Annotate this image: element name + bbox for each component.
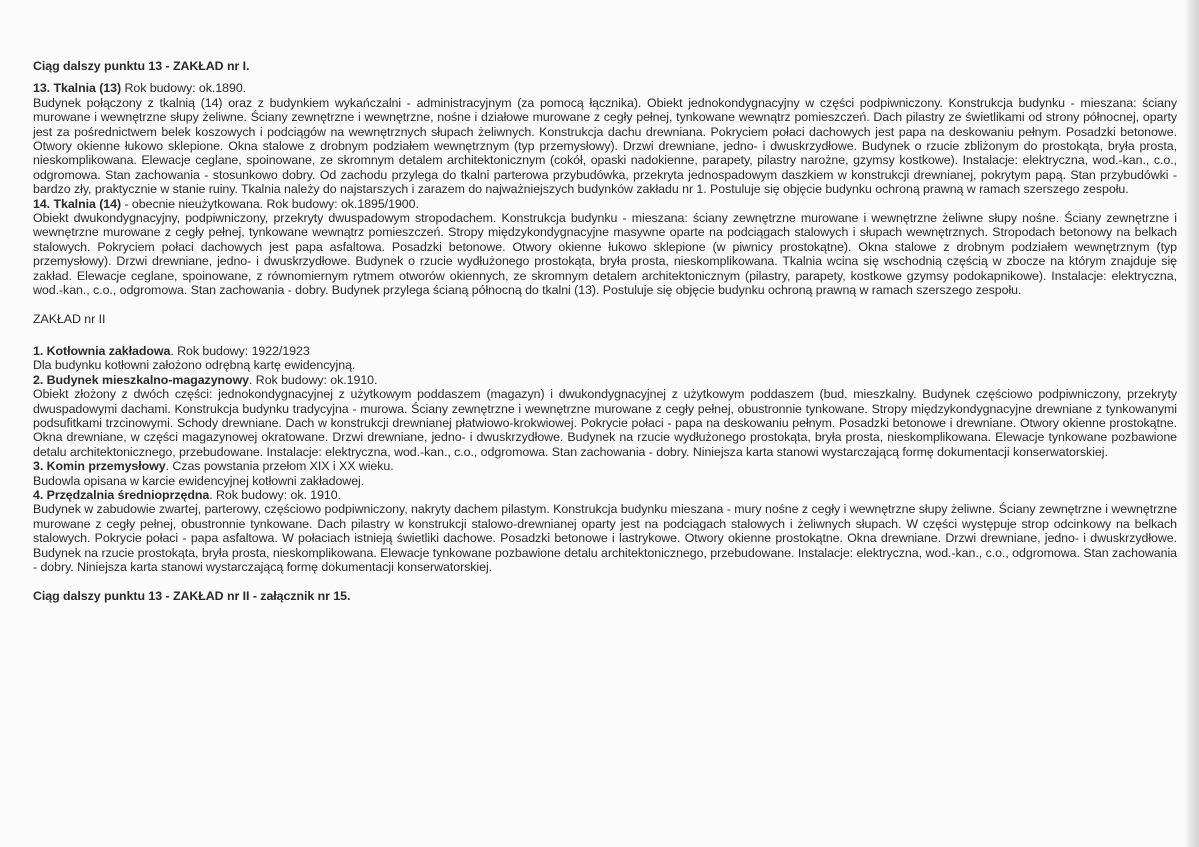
item-title: [33, 197, 1177, 211]
item-title: [33, 344, 1177, 358]
item-name: Kotłownia zakładowa: [46, 343, 171, 358]
item-description: Budowla opisana w karcie ewidencyjnej kotłowni zakładowej.: [33, 473, 365, 488]
scan-edge-shadow: [1185, 0, 1199, 847]
item-number: 14.: [33, 196, 51, 211]
item-meta: . Rok budowy: ok. 1910.: [209, 487, 342, 502]
item-meta: . Rok budowy: ok.1910.: [249, 372, 378, 387]
item-title: [33, 459, 1177, 473]
zaklad2-heading: ZAKŁAD nr II: [33, 311, 106, 326]
item-number: 3.: [33, 459, 44, 474]
zaklad2-item-2: [33, 373, 1177, 459]
item-number: 2.: [33, 372, 44, 387]
item-number: 13.: [33, 81, 51, 96]
item-name: Budynek mieszkalno-magazynowy: [46, 372, 250, 387]
item-description: Budynek w zabudowie zwartej, parterowy, częściowo podpiwniczony, nakryty dachem pilastym. Konstrukcja budynku mieszana - mury nośne z cegły i wewnętrzne słupy żeliwne. Ściany zewnętrzne i wewnętrzne murowane z cegły pełnej, obustronnie tynkowane. Dach pilastry w konstrukcji stalowo-drewnianej oparty jest na podciągach stalowych i żeliwnych słupach. W części występuje strop odcinkowy na belkach stalowych. Pokrycie połaci - papa asfaltowa. W połaciach istnieją świetliki dachowe. Posadzki betonowe i lastrykowe. Otwory okienne prostokątne. Okna drewniane. Drzwi drewniane, jedno- i dwuskrzydłowe. Budynek na rzucie prostokąta, bryła prosta, nieskomplikowana. Elewacje tynkowane pozbawione detalu architektonicznego, przebudowane. Instalacje: elektryczna, wod.-kan., c.o., odgromowa. Stan zachowania - dobry. Niniejsza karta stanowi wystarczającą formę dokumentacji konserwatorskiej.: [33, 502, 1177, 574]
item-name: Tkalnia (14): [53, 196, 122, 211]
item-number: 4.: [33, 487, 44, 502]
continuation-footer: Ciąg dalszy punktu 13 - ZAKŁAD nr II - załącznik nr 15.: [33, 589, 351, 604]
continuation-heading: Ciąg dalszy punktu 13 - ZAKŁAD nr I.: [33, 59, 250, 73]
zaklad2-item-4: [33, 488, 1177, 574]
item-title: [33, 373, 1177, 387]
item-description: Obiekt złożony z dwóch części: jednokondygnacyjnej z użytkowym poddaszem (magazyn) i dwukondygnacyjnej z użytkowym poddaszem (bud. mieszkalny. Budynek częściowo podpiwniczony, przekryty dwuspadowymi dachami. Konstrukcja budynku tradycyjna - murowa. Ściany zewnętrzne i wewnętrzne murowane z cegły pełnej, obustronnie tynkowane. Stropy międzykondygnacyjne drewniane z tynkowanymi podsufitkami trzcinowymi. Schody drewniane. Dach w konstrukcji drewnianej płatwiowo-krokwiowej. Pokrycie połaci - papa na deskowaniu pełnym. Posadzki betonowe i drewniane. Otwory okienne prostokątne. Okna drewniane, w części magazynowej okratowane. Drzwi drewniane, jedno- i dwuskrzydłowe. Budynek na rzucie wydłużonego prostokąta, bryła prosta, nieskomplikowana. Elewacje tynkowane pozbawione detalu architektonicznego, przebudowane. Instalacje: elektryczna, wod.-kan., c.o., odgromowa. Stan zachowania - dobry. Niniejsza karta stanowi wystarczającą formę dokumentacji konserwatorskiej.: [33, 387, 1177, 459]
item-name: Przędzalnia średnioprzędna: [46, 487, 210, 502]
zaklad2-item-1: [33, 344, 1177, 373]
zaklad1-item-13: [33, 81, 1177, 196]
document-page: [33, 59, 1177, 604]
zaklad2-item-3: [33, 459, 1177, 488]
item-description: Dla budynku kotłowni założono odrębną kartę ewidencyjną.: [33, 358, 356, 373]
item-name: Komin przemysłowy: [46, 459, 166, 474]
item-name: Tkalnia (13): [53, 81, 122, 96]
item-number: 1.: [33, 343, 44, 358]
item-meta: . Czas powstania przełom XIX i XX wieku.: [165, 459, 394, 474]
item-meta: - obecnie nieużytkowana. Rok budowy: ok.1895/1900.: [121, 196, 419, 211]
item-description: Obiekt dwukondygnacyjny, podpiwniczony, przekryty dwuspadowym stropodachem. Konstrukcja budynku - mieszana: ściany zewnętrzne murowane i wewnętrzne żeliwne słupy nośne. Ściany zewnętrzne i wewnętrzne murowane z cegły pełnej, tynkowane wewnątrz pomieszczeń. Stropy międzykondygnacyjne masywne oparte na podciągach stalowych i słupach wewnętrznych. Stropodach betonowy na belkach stalowych. Pokryciem połaci dachowych jest papa asfaltowa. Posadzki betonowe. Otwory okienne łukowo sklepione (w piwnicy prostokątne). Okna stalowe z drobnym podziałem wewnętrznym (typ przemysłowy). Drzwi drewniane, jedno- i dwuskrzydłowe. Budynek o rzucie wydłużonego prostokąta, bryła prosta, nieskomplikowana. Tkalnia wcina się wschodnią częścią w zbocze na którym znajduje się zakład. Elewacje ceglane, spoinowane, z równomiernym rytmem otworów okiennych, ze skromnym detalem architektonicznym (pilastry, parapety, kostkowe gzymsy podokapnikowe). Instalacje: elektryczna, wod.-kan., c.o., odgromowa. Stan zachowania - dobry. Budynek przylega ścianą północną do tkalni (13). Postuluje się objęcie budynku ochroną prawną w ramach szerszego zespołu.: [33, 211, 1177, 298]
item-meta: Rok budowy: ok.1890.: [121, 81, 247, 96]
item-description: Budynek połączony z tkalnią (14) oraz z budynkiem wykańczalni - administracyjnym (za pomocą łącznika). Obiekt jednokondygnacyjny w części podpiwniczony. Konstrukcja budynku - mieszana: ściany murowane i wewnętrzne słupy żeliwne. Ściany zewnętrzne i wewnętrzne, nośne i działowe murowane z cegły pełnej, tynkowane wewnątrz pomieszczeń. Dach pilastry ze świetlikami od strony północnej, oparty jest za pośrednictwem belek koszowych i podciągów na wewnętrznych słupach żeliwnych. Konstrukcja dachu drewniana. Pokryciem połaci dachowych jest papa na deskowaniu pełnym. Posadzki betonowe. Otwory okienne łukowo sklepione. Okna stalowe z drobnym podziałem wewnętrznym (typ przemysłowy). Drzwi drewniane, jedno- i dwuskrzydłowe. Budynek o rzucie zbliżonym do prostokąta, bryła prosta, nieskomplikowana. Elewacje ceglane, spoinowane, ze skromnym detalem architektonicznym (cokół, opaski nadokienne, parapety, pilastry narożne, gzymsy kostkowe). Instalacje: elektryczna, wod.-kan., c.o., odgromowa. Stan zachowania - stosunkowo dobry. Od zachodu przylega do tkalni parterowa przybudówka, przekryta jednospadowym daszkiem w konstrukcji drewnianej, pokrytym papą. Stan przybudówki - bardzo zły, praktycznie w stanie ruiny. Tkalnia należy do najstarszych i zarazem do najważniejszych budynków zakładu nr 1. Postuluje się objęcie budynku ochroną prawną w ramach szerszego zespołu.: [33, 95, 1177, 197]
item-meta: . Rok budowy: 1922/1923: [170, 343, 310, 358]
item-title: [33, 488, 1177, 502]
item-title: [33, 81, 1177, 95]
zaklad1-item-14: [33, 197, 1177, 298]
